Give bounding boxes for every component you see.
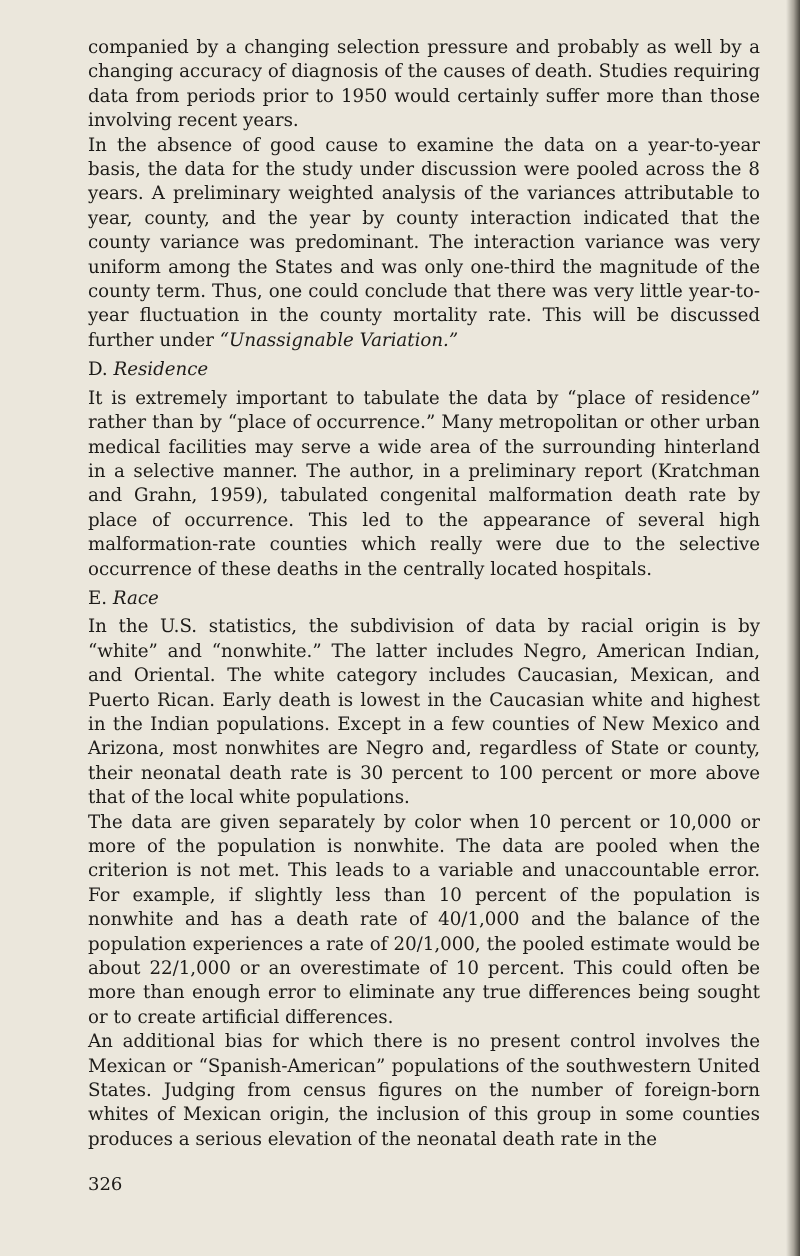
- paragraph-residence: It is extremely important to tabulate the data by “place of residence” rather than by “place of occurrence.” Many metropolitan or other urban medical facilities may serve a wide area of the surrounding hinterland in a selective manner. The author, in a preliminary report (Kratchman and Grahn, 1959), tabulated congenital malformation death rate by place of occurrence. This led to the appearance of several high malformation-rate counties which really were due to the selective occurrence of these deaths in the centrally located hospitals.: [88, 387, 760, 580]
- body-text: [88, 36, 760, 1152]
- paragraph-pooling-text: In the absence of good cause to examine the data on a year-to-year basis, the data for the study under discussion were pooled across the 8 years. A preliminary weighted analysis of the variances attributable to year, county, and the year by county interaction indicated that the county variance was predominant. The interaction variance was very uniform among the States and was only one-third the magnitude of the county term. Thus, one could conclude that there was very little year-to-year fluctuation in the county mortality rate. This will be discussed further under: [88, 134, 760, 351]
- paragraph-pooling: [88, 134, 760, 354]
- section-heading-residence: [88, 353, 760, 386]
- page-number: 326: [88, 1174, 123, 1195]
- paragraph-race-3: An additional bias for which there is no present control involves the Mexican or “Spanish-American” populations of the southwestern United States. Judging from census figures on the number of foreign-born whites of Mexican origin, the inclusion of this group in some counties produces a serious elevation of the neonatal death rate in the: [88, 1031, 760, 1150]
- paragraph-race-1: In the U.S. statistics, the subdivision of data by racial origin is by “white” and “nonwhite.” The latter includes Negro, American Indian, and Oriental. The white category includes Caucasian, Mexican, and Puerto Rican. Early death is lowest in the Caucasian white and highest in the Indian populations. Except in a few counties of New Mexico and Arizona, most nonwhites are Negro and, regardless of State or county, their neonatal death rate is 30 percent to 100 percent or more above that of the local white populations.: [88, 616, 760, 809]
- section-title: Residence: [113, 359, 209, 381]
- section-letter: E.: [88, 587, 108, 609]
- section-letter: D.: [88, 359, 108, 381]
- page-edge-shadow: [786, 0, 800, 1256]
- section-reference: “Unassignable Variation.”: [219, 329, 459, 351]
- section-heading-race: [88, 582, 760, 615]
- section-title: Race: [112, 587, 159, 609]
- paragraph-race-2: The data are given separately by color when 10 percent or 10,000 or more of the population is nonwhite. The data are pooled when the criterion is not met. This leads to a variable and unaccountable error. For example, if slightly less than 10 percent of the population is nonwhite and has a death rate of 40/1,000 and the balance of the population experiences a rate of 20/1,000, the pooled estimate would be about 22/1,000 or an overestimate of 10 percent. This could often be more than enough error to eliminate any true differences being sought or to create artificial differences.: [88, 811, 760, 1028]
- paragraph-continued: companied by a changing selection pressure and probably as well by a changing accuracy of diagnosis of the causes of death. Studies requiring data from periods prior to 1950 would certainly suffer more than those involving recent years.: [88, 37, 760, 132]
